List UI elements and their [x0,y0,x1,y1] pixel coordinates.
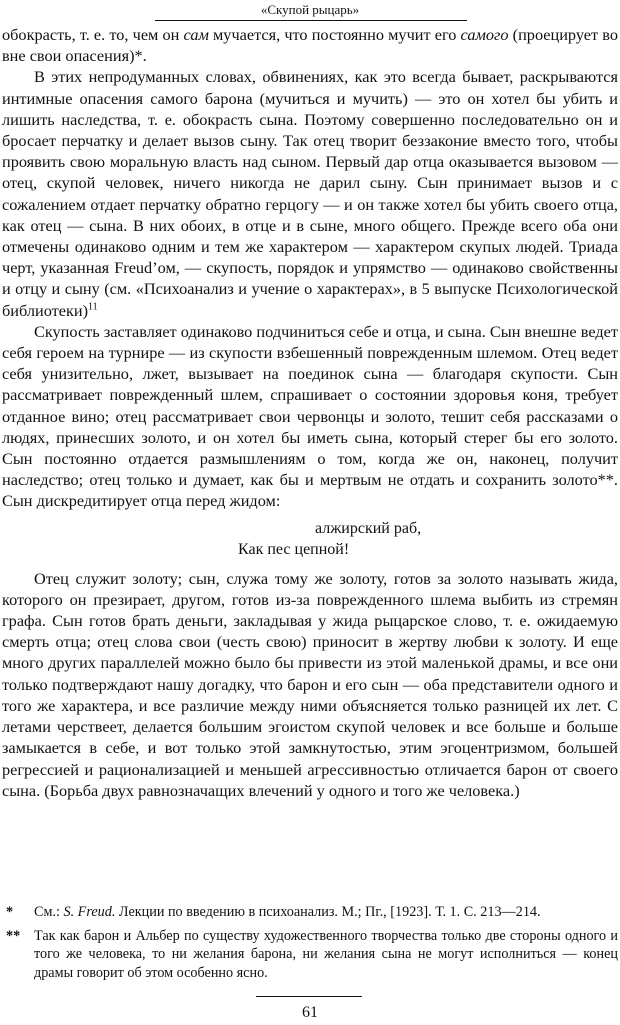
text-run: Скупость заставляет одинаково подчиниться себе и отца, и сына. Сын внешне ведет себя героем на турнире — из скупости взбешенный поврежденным шлемом. Отец ведет себя унизительно, лжет, вызывает на поединок сына — благодаря скупости. Сын рассматривает поврежденный шлем, спрашивает о состоянии здоровья коня, требует отданное вино; отец рассматривает свои червонцы и золото, тешит себя рассказами о людях, принесших золото, и он хотел бы иметь сына, который стерег бы его золото. Сын постоянно отдается размышлениям о том, когда же он, наконец, получит наследство; отец только и думает, как бы и мертвым не отдать и сохранить золото**. Сын дискредитирует отца перед жидом: [2,321,618,511]
header-rule [155,20,467,21]
paragraphs [2,24,618,512]
page-number: 61 [302,1004,318,1021]
footnote-marker: ** [6,927,21,944]
main-text [2,24,618,801]
text-run: Так как барон и Альбер по существу художественного творчества только две стороны одного и того же человека, то ни желания барона, ни желания сына не могут исполниться — конец драмы говорит об этом особенно ясно. [34,927,618,981]
paragraph-2 [2,66,618,320]
text-run: См.: [34,904,64,920]
emphasis: сам [183,25,209,44]
footnote-marker: * [6,904,14,920]
text-run: мучается, что постоянно мучит его [208,25,461,44]
footnote-2 [2,927,618,983]
verse-line-2: Как пес цепной! [238,540,350,558]
text-run: В этих непродуманных словах, обвинениях, как это всегда бывает, раскрываются интимные опасения самого барона (мучиться и мучить) — это он хотел бы убить и лишить наследства, т. е. обокрасть сына. Поэтому совершенно последовательно он и бросает перчатку и делает вызов сыну. Так отец творит беззаконие вместо того, чтобы проявить свою моральную власть над сыном. Первый дар отца оказывается вызовом — отец, скупой человек, ничего никогда не дарил сыну. Сын принимает вызов и с сожалением отдает перчатку обратно герцогу — и он также хотел бы убить своего отца, как отец — сына. В них обоих, в отце и в сыне, много общего. Прежде всего оба они отмечены одинаково одним и тем же характером — характером скупых людей. Триада черт, указанная Freud’ом, — скупость, порядок и упрямство — одинаково свойственны и отцу и сыну (см. «Психоанализ и учение о характерах», в 5 выпуске Психологической библиотеки) [2,67,618,320]
paragraph-3 [2,321,618,512]
footnotes [2,903,618,987]
text-run: (проецирует во вне свои опасения)*. [2,25,618,66]
paragraph-final: Отец служит золоту; сын, служа тому же золоту, готов за золото называть жида, которого он презирает, другом, готов из-за поврежденного шлема выбить из стремян графа. Сын готов брать деньги, закладывая у жида рыцарское слово, т. е. ожидаемую смерть отца; отец слова свои (честь свою) приносит в жертву любви к золоту. И еще много других параллелей можно было бы привести из этой маленькой драмы, и все они только подтверждают нашу догадку, что барон и его сын — оба представители одного и того же характера, и все различие между ними объясняется только разницей их лет. С летами черствеет, делается большим эгоистом скупой человек и все больше и больше замыкается в себе, и вот только этой замкнутостью, этим эгоцентризмом, большей регрессией и рационализацией и меньшей агрессивностью отличается барон от своего сына. (Борьба двух равнозначащих влечений у одного и того же человека.) [2,568,618,800]
text-run: Лекции по введению в психоанализ. М.; Пг., [1923]. Т. 1. С. 213—214. [115,904,541,920]
verse-line-1: алжирский раб, [315,519,422,537]
text-run: обокрасть, т. е. то, чем он [2,25,184,44]
footnote-ref: 11 [88,301,98,313]
footer-rule [256,996,362,997]
footnote-1 [2,903,618,922]
verse-quote [2,518,618,560]
emphasis: S. Freud. [63,904,116,920]
emphasis: самого [460,25,509,44]
running-head: «Скупой рыцарь» [260,2,360,17]
paragraph-1 [2,24,618,66]
